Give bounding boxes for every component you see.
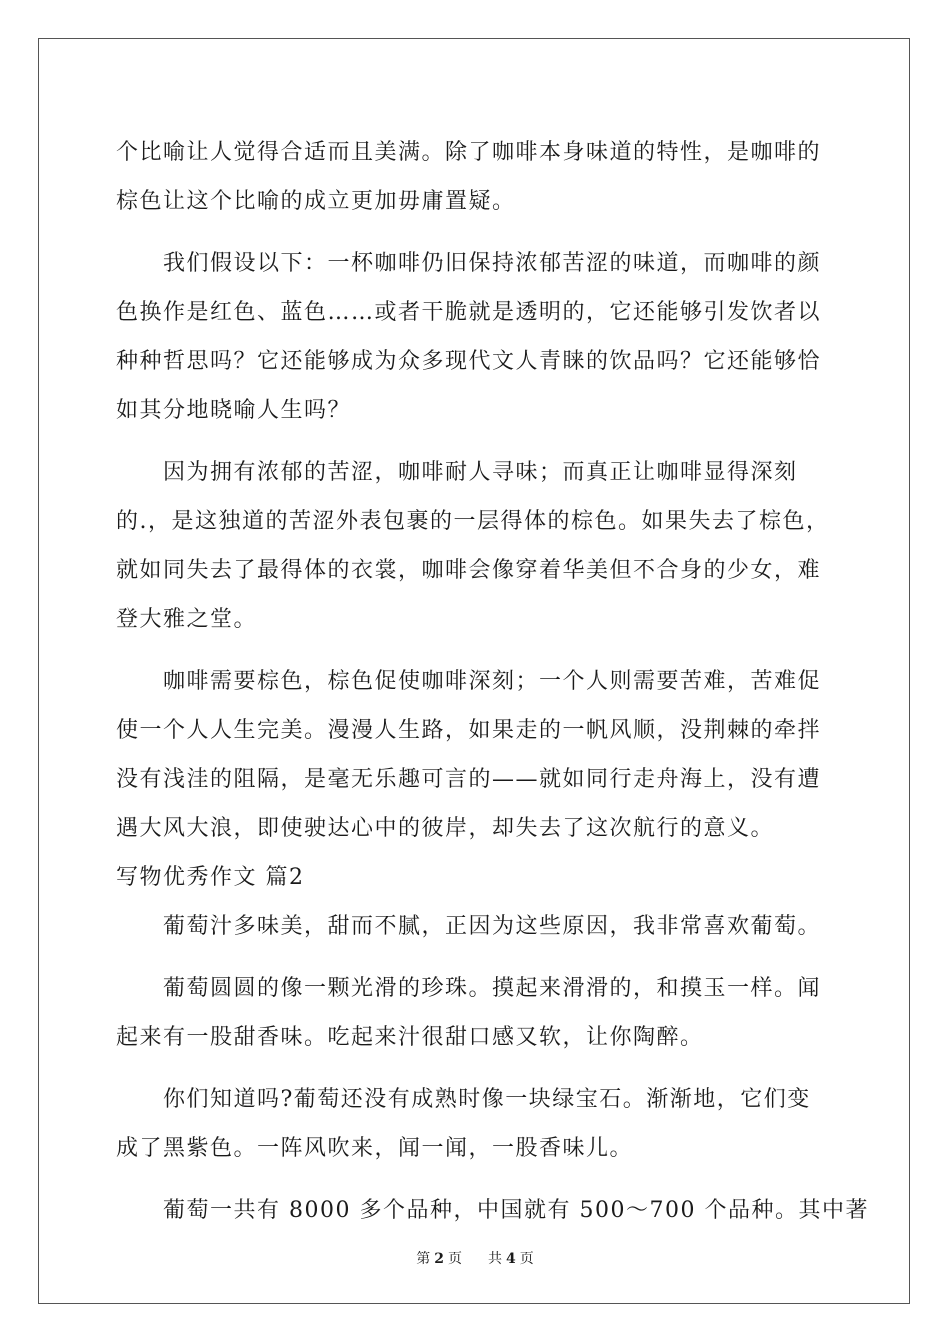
paragraph bbox=[116, 657, 836, 853]
text-line: 因为拥有浓郁的苦涩，咖啡耐人寻味；而真正让咖啡显得深刻 bbox=[116, 460, 798, 485]
paragraph bbox=[116, 1075, 836, 1173]
paragraph bbox=[116, 448, 836, 644]
text-line: 咖啡需要棕色，棕色促使咖啡深刻；一个人则需要苦难，苦难促 bbox=[116, 669, 822, 694]
text-line: 遇大风大浪，即使驶达心中的彼岸，却失去了这次航行的意义。 bbox=[116, 816, 775, 841]
paragraph bbox=[116, 128, 836, 226]
text-line: 种种哲思吗？它还能够成为众多现代文人青睐的饮品吗？它还能够恰 bbox=[116, 349, 822, 374]
text-line: 你们知道吗?葡萄还没有成熟时像一块绿宝石。渐渐地，它们变 bbox=[116, 1087, 811, 1112]
text-line: 起来有一股甜香味。吃起来汁很甜口感又软，让你陶醉。 bbox=[116, 1025, 704, 1050]
page-footer bbox=[0, 1248, 950, 1268]
page-number: 第 2 页 bbox=[416, 1251, 462, 1267]
document-body bbox=[116, 128, 869, 1235]
text-line: 个比喻让人觉得合适而且美满。除了咖啡本身味道的特性，是咖啡的 bbox=[116, 140, 822, 165]
paragraph bbox=[116, 239, 836, 435]
text-line: 葡萄圆圆的像一颗光滑的珍珠。摸起来滑滑的，和摸玉一样。闻 bbox=[116, 976, 822, 1001]
text-line: 我们假设以下：一杯咖啡仍旧保持浓郁苦涩的味道，而咖啡的颜 bbox=[116, 251, 822, 276]
text-line: 的.，是这独道的苦涩外表包裹的一层得体的棕色。如果失去了棕色， bbox=[116, 509, 830, 534]
text-line: 如其分地晓喻人生吗？ bbox=[116, 398, 352, 423]
text-line: 登大雅之堂。 bbox=[116, 607, 258, 632]
paragraph bbox=[116, 964, 836, 1062]
text-line: 没有浅洼的阻隔，是毫无乐趣可言的——就如同行走舟海上，没有遭 bbox=[116, 767, 822, 792]
text-line: 葡萄汁多味美，甜而不腻，正因为这些原因，我非常喜欢葡萄。 bbox=[116, 914, 822, 939]
text-line: 使一个人人生完美。漫漫人生路，如果走的一帆风顺，没荆棘的牵拌 bbox=[116, 718, 822, 743]
text-line: 色换作是红色、蓝色……或者干脆就是透明的，它还能够引发饮者以 bbox=[116, 300, 822, 325]
text-line: 成了黑紫色。一阵风吹来，闻一闻，一股香味儿。 bbox=[116, 1136, 634, 1161]
paragraph bbox=[116, 902, 836, 951]
section-heading: 写物优秀作文 篇2 bbox=[116, 865, 305, 890]
text-line: 棕色让这个比喻的成立更加毋庸置疑。 bbox=[116, 189, 516, 214]
text-line: 就如同失去了最得体的衣裳，咖啡会像穿着华美但不合身的少女，难 bbox=[116, 558, 822, 583]
page-total: 共 4 页 bbox=[488, 1251, 534, 1267]
text-line: 葡萄一共有 8000 多个品种，中国就有 500～700 个品种。其中著 bbox=[116, 1198, 869, 1223]
paragraph bbox=[116, 1186, 869, 1235]
